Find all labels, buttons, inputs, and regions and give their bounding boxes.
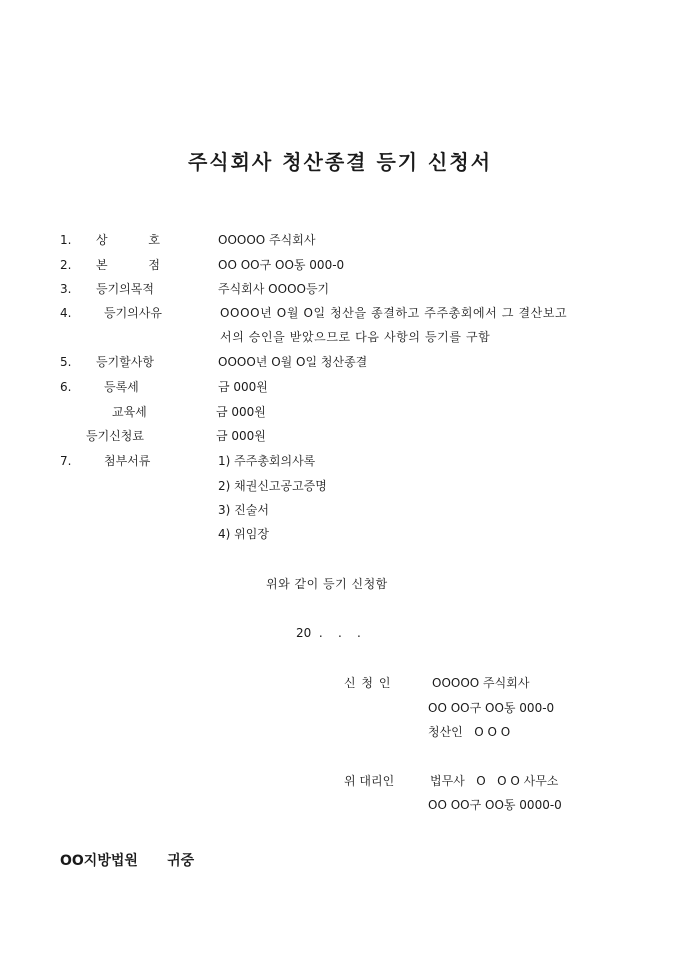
item-number-6: 6. [60, 380, 72, 394]
court-addressee: OO지방법원 귀중 [60, 853, 195, 869]
item-value-reason-line-1: OOOO년 O월 O일 청산을 종결하고 주주총회에서 그 결산보고 [220, 306, 568, 320]
applicant-address: OO OO구 OO동 000-0 [428, 701, 555, 715]
item-label-reason: 등기의사유 [104, 306, 162, 320]
applicant-liquidator: 청산인 O O O [428, 725, 511, 739]
fee-label-registration-tax: 등록세 [104, 380, 139, 394]
item-label-purpose: 등기의목적 [96, 282, 154, 296]
item-number-4: 4. [60, 306, 72, 320]
fee-value-education-tax: 금 000원 [216, 405, 266, 419]
label-char: 호 [148, 233, 160, 247]
attachment-item: 1) 주주총회의사록 [218, 454, 316, 468]
label-char: 점 [148, 258, 160, 272]
item-value-matters: OOOO년 O월 O일 청산종결 [218, 355, 368, 369]
agent-office: 법무사 O O O 사무소 [430, 774, 559, 788]
attachment-item: 2) 채권신고공고증명 [218, 479, 327, 493]
item-label-head-office [96, 258, 160, 272]
item-number-3: 3. [60, 282, 72, 296]
item-value-head-office: OO OO구 OO동 000-0 [218, 258, 345, 272]
fee-value-registration-tax: 금 000원 [218, 380, 268, 394]
item-number-1: 1. [60, 233, 72, 247]
item-label-attachments: 첨부서류 [104, 454, 151, 468]
item-value-trade-name: OOOOO 주식회사 [218, 233, 316, 247]
label-char: 본 [96, 258, 108, 272]
item-number-7: 7. [60, 454, 72, 468]
fee-label-education-tax: 교육세 [112, 405, 147, 419]
label-char: 상 [96, 233, 108, 247]
application-date: 20 . . . [296, 626, 361, 640]
fee-label-filing-fee: 등기신청료 [86, 429, 144, 443]
item-number-2: 2. [60, 258, 72, 272]
attachment-item: 4) 위임장 [218, 527, 269, 541]
document-title: 주식회사 청산종결 등기 신청서 [187, 150, 493, 174]
application-statement: 위와 같이 등기 신청함 [266, 577, 388, 591]
agent-label: 위 대리인 [344, 774, 395, 788]
agent-address: OO OO구 OO동 0000-0 [428, 798, 562, 812]
item-value-reason-line-2: 서의 승인을 받았으므로 다음 사항의 등기를 구함 [220, 330, 491, 344]
attachment-item: 3) 진술서 [218, 503, 269, 517]
applicant-label: 신 청 인 [344, 676, 392, 690]
applicant-company: OOOOO 주식회사 [432, 676, 530, 690]
fee-value-filing-fee: 금 000원 [216, 429, 266, 443]
item-label-trade-name [96, 233, 160, 247]
item-value-purpose: 주식회사 OOOO등기 [218, 282, 330, 296]
item-number-5: 5. [60, 355, 72, 369]
item-label-matters: 등기할사항 [96, 355, 154, 369]
